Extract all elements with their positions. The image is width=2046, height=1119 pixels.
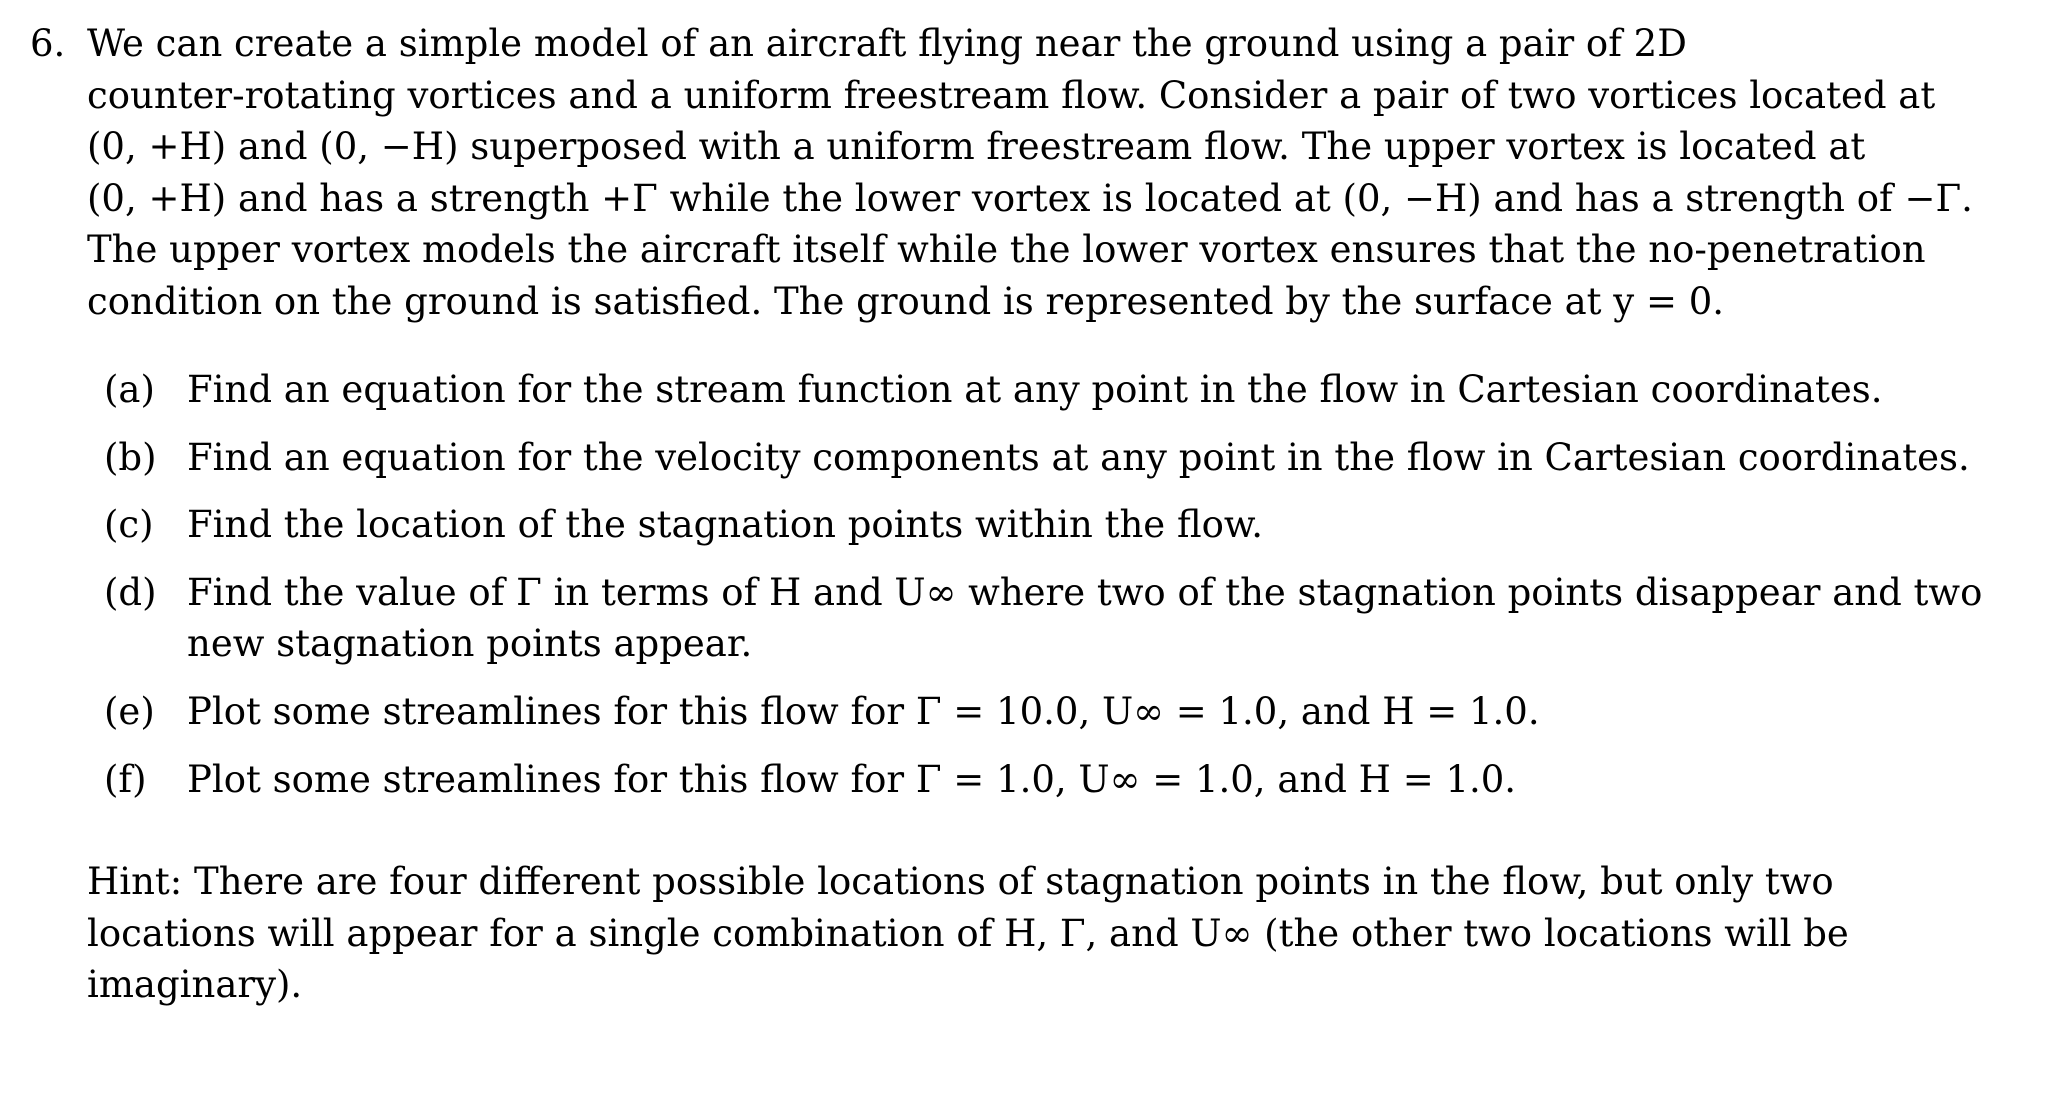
subquestion-line: Find the value of Γ in terms of H and U∞ where two of the stagnation points disappear and two xyxy=(187,570,1983,614)
subquestion-text xyxy=(187,432,2019,484)
subquestion-text xyxy=(187,686,2019,738)
subquestion-a xyxy=(104,364,2019,416)
subquestion-text xyxy=(187,567,2019,670)
statement-line: The upper vortex models the aircraft itself while the lower vortex ensures that the no-penetration xyxy=(87,228,1926,272)
subquestion-label: (e) xyxy=(104,689,155,733)
subquestion-label: (b) xyxy=(104,435,157,479)
subquestion-line: Find an equation for the stream function at any point in the flow in Cartesian coordinates. xyxy=(187,368,1883,411)
subquestion-text xyxy=(187,364,2019,416)
problem-statement xyxy=(87,18,2017,328)
subquestion-label: (c) xyxy=(104,503,154,547)
statement-line: (0, +H) and (0, −H) superposed with a uniform freestream flow. The upper vortex is located at xyxy=(87,125,1866,169)
statement-line: (0, +H) and has a strength +Γ while the lower vortex is located at (0, −H) and has a strength of −Γ. xyxy=(87,176,1973,220)
problem-number: 6. xyxy=(30,22,66,65)
hint-line: Hint: There are four different possible locations of stagnation points in the flow, but only two xyxy=(87,860,1834,903)
subquestion-text xyxy=(187,754,2019,806)
subquestion-line: Plot some streamlines for this flow for Γ = 1.0, U∞ = 1.0, and H = 1.0. xyxy=(187,757,1517,801)
subquestion-line: Find an equation for the velocity components at any point in the flow in Cartesian coordinates. xyxy=(187,435,1970,479)
subquestion-e xyxy=(104,686,2019,738)
subquestion-c xyxy=(104,499,2019,551)
subquestion-d xyxy=(104,567,2019,670)
subquestion-b xyxy=(104,432,2019,484)
problem-6 xyxy=(30,18,2020,1007)
subquestion-f xyxy=(104,754,2019,806)
subquestion-label: (f) xyxy=(104,757,147,801)
statement-line: counter-rotating vortices and a uniform freestream flow. Consider a pair of two vortices located at xyxy=(87,73,1936,117)
subquestion-line: Find the location of the stagnation points within the flow. xyxy=(187,503,1263,547)
subquestion-line: new stagnation points appear. xyxy=(187,622,753,666)
subquestion-line: Plot some streamlines for this flow for Γ = 10.0, U∞ = 1.0, and H = 1.0. xyxy=(187,689,1540,733)
subquestion-label: (d) xyxy=(104,570,157,614)
subquestion-text xyxy=(187,499,2019,551)
hint-paragraph xyxy=(87,856,1849,1011)
problem-intro xyxy=(30,18,2020,328)
statement-line: We can create a simple model of an aircraft flying near the ground using a pair of 2D xyxy=(87,22,1687,65)
statement-line: condition on the ground is satisfied. The ground is represented by the surface at y = 0. xyxy=(87,279,1725,323)
subquestion-list xyxy=(104,364,2019,821)
hint-line: locations will appear for a single combination of H, Γ, and U∞ (the other two locations will be xyxy=(87,911,1849,955)
hint-line: imaginary). xyxy=(87,963,303,1007)
subquestion-label: (a) xyxy=(104,368,155,411)
